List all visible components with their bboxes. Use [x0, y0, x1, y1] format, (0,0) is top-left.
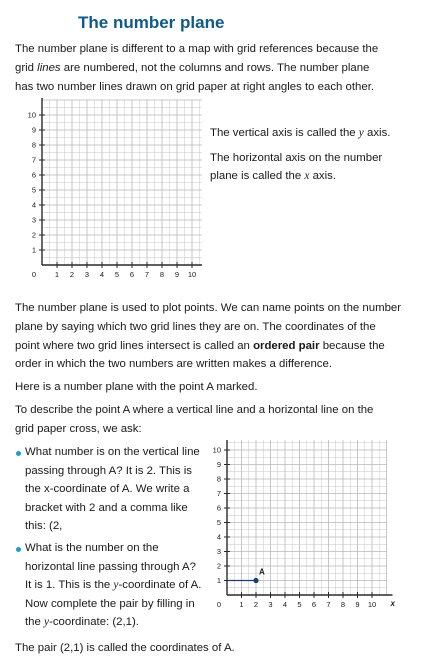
plane-1-labels [28, 98, 202, 279]
body-line-1: The number plane is used to plot points. We can name points on the number [15, 302, 402, 314]
y-tick-label: 7 [216, 489, 221, 499]
x-tick-label: 4 [99, 270, 105, 279]
x-axis-label: x [390, 599, 395, 608]
x-tick-label: 10 [367, 600, 377, 609]
axis-note-horizontal-2: plane is called the x axis. [210, 170, 337, 182]
plane-1-grid [42, 100, 202, 265]
intro-paragraph [15, 40, 378, 97]
y-tick-label: 4 [216, 532, 221, 542]
point-a-marker [253, 578, 258, 583]
y-tick-label: 8 [31, 140, 36, 150]
y-tick-label: 7 [31, 155, 36, 165]
x-tick-label: 10 [187, 270, 197, 279]
y-tick-label: 9 [31, 125, 36, 135]
origin-label: 0 [216, 600, 221, 609]
bullet-2: What is the number on the horizontal line passing through A? It is 1. This is the y-coordinate of A. Now complete the pair by filling in the y-coordinate: (2,1). [25, 542, 202, 629]
axis-note [210, 124, 390, 186]
y-tick-label: 1 [31, 245, 36, 255]
bullet-dot-1 [16, 451, 21, 456]
x-tick-label: 5 [297, 600, 302, 609]
number-plane-2 [208, 440, 398, 630]
closing-sentence: The pair (2,1) is called the coordinates of A. [15, 642, 235, 654]
x-tick-label: 1 [239, 600, 244, 609]
intro-line-3: has two number lines drawn on grid paper at right angles to each other. [15, 81, 375, 93]
y-tick-label: 1 [216, 576, 221, 586]
body-line-6: To describe the point A where a vertical line and a horizontal line on the [15, 403, 374, 416]
bullet-1: What number is on the vertical line passing through A? It is 2. This is the x-coordinate of A. We write a bracket with 2 and a comma like this: (2, [25, 446, 200, 533]
number-plane-1 [12, 98, 202, 288]
body-line-4: order in which the two numbers are written makes a difference. [15, 358, 332, 371]
y-tick-label: 3 [31, 215, 36, 225]
page-title: The number plane [78, 13, 225, 32]
y-tick-label: 3 [216, 547, 221, 557]
body-line-7: grid paper cross, we ask: [15, 422, 142, 435]
y-tick-label: 9 [216, 460, 221, 470]
y-tick-label: 6 [31, 170, 36, 180]
x-tick-label: 2 [69, 270, 75, 279]
x-tick-label: 6 [311, 600, 317, 609]
body-paragraph [15, 299, 401, 439]
x-tick-label: 1 [54, 270, 60, 279]
y-tick-label: 2 [31, 230, 36, 240]
plane-2-labels [213, 440, 396, 609]
x-tick-label: 4 [282, 600, 288, 609]
x-tick-label: 8 [159, 270, 165, 279]
x-tick-label: 3 [268, 600, 273, 609]
x-tick-label: 9 [355, 600, 360, 609]
x-tick-label: 8 [340, 600, 346, 609]
plane-2-grid [227, 440, 387, 595]
intro-line-1: The number plane is different to a map with grid references because the [15, 43, 379, 55]
x-tick-label: 6 [129, 270, 135, 279]
y-tick-label: 10 [212, 445, 221, 455]
y-tick-label: 10 [27, 110, 36, 120]
intro-line-2: grid lines are numbered, not the columns and rows. The number plane [15, 62, 370, 74]
y-tick-label: 2 [216, 561, 221, 571]
y-tick-label: 5 [31, 185, 36, 195]
axis-note-vertical: The vertical axis is called the y axis. [210, 127, 391, 139]
x-tick-label: 7 [326, 600, 331, 609]
y-tick-label: 4 [31, 200, 36, 210]
bullet-dot-2 [16, 547, 21, 552]
y-tick-label: 5 [216, 518, 221, 528]
body-line-2: plane by saying which two grid lines they are on. The coordinates of the [15, 320, 376, 333]
x-tick-label: 2 [253, 600, 259, 609]
y-tick-label: 6 [216, 503, 221, 513]
x-tick-label: 9 [174, 270, 180, 279]
point-a-label: A [259, 567, 265, 577]
plane-2-axes [224, 440, 393, 598]
origin-label: 0 [31, 270, 36, 279]
y-tick-label: 8 [216, 474, 221, 484]
x-tick-label: 3 [84, 270, 90, 279]
x-tick-label: 7 [144, 270, 150, 279]
axis-note-horizontal-1: The horizontal axis on the number [210, 151, 383, 164]
body-line-5: Here is a number plane with the point A marked. [15, 381, 258, 394]
x-tick-label: 5 [114, 270, 120, 279]
body-line-3: point where two grid lines intersect is called an ordered pair because the [15, 339, 385, 352]
